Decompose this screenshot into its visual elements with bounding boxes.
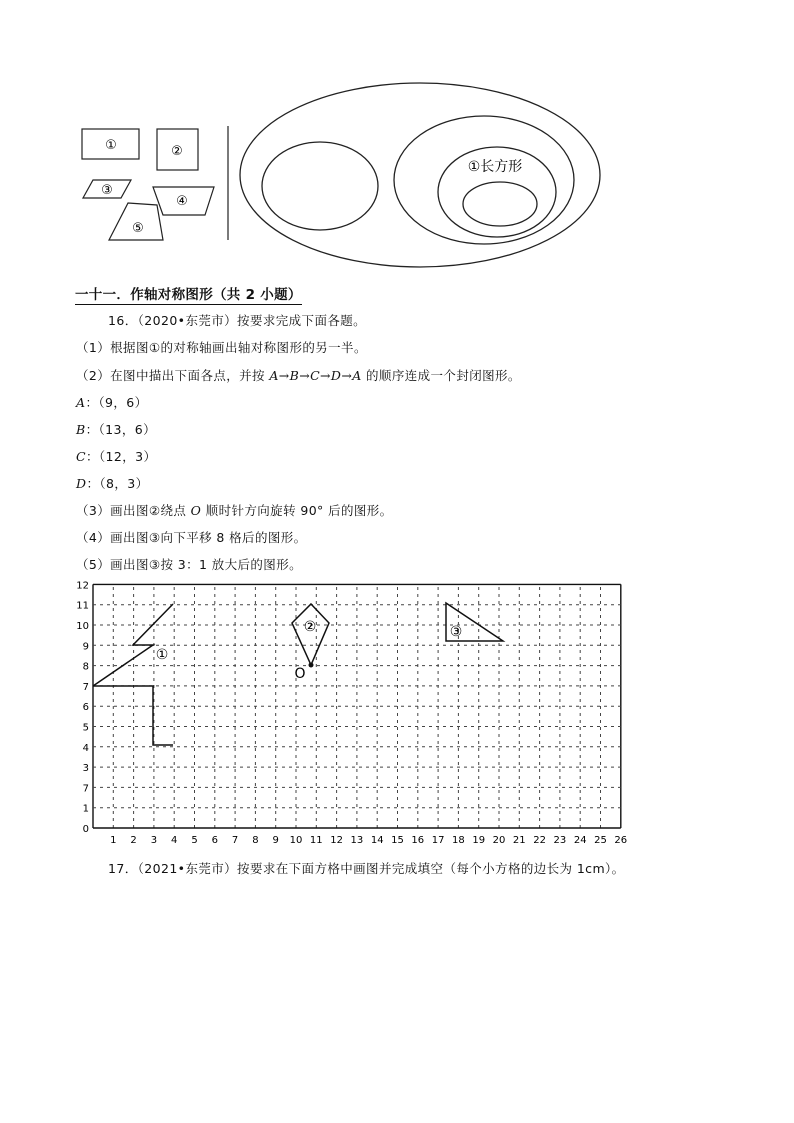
shape-4-label: ④ xyxy=(176,194,188,209)
x-tick-label: 9 xyxy=(272,835,279,846)
figure-1-half xyxy=(93,604,173,686)
x-tick-label: 11 xyxy=(309,835,323,846)
outer-ellipse xyxy=(240,83,600,267)
x-tick-label: 6 xyxy=(211,835,218,846)
shape-5-label: ⑤ xyxy=(132,221,144,236)
x-tick-label: 14 xyxy=(370,835,384,846)
y-tick-label: 8 xyxy=(82,661,89,673)
venn-figure xyxy=(0,70,794,280)
rectangle-label: ①长方形 xyxy=(467,159,523,175)
section-title: 一十一．作轴对称图形（共 2 小题） xyxy=(75,287,302,303)
q16-part2: （2）在图中描出下面各点，并按 A→B→C→D→A 的顺序连成一个封闭图形。 xyxy=(76,368,521,383)
y-tick-label: 12 xyxy=(76,580,89,592)
point-c: C：（12，3） xyxy=(76,449,157,464)
y-axis-labels xyxy=(76,580,89,835)
figure-1-axis xyxy=(93,686,173,745)
x-tick-label: 3 xyxy=(150,835,158,846)
x-tick-label: 21 xyxy=(512,835,526,846)
figure-2-label: ② xyxy=(303,619,317,635)
x-tick-label: 7 xyxy=(231,835,239,846)
shape-5 xyxy=(109,203,163,240)
x-tick-label: 10 xyxy=(289,835,303,846)
shape-3 xyxy=(83,180,131,198)
x-tick-label: 16 xyxy=(411,835,425,846)
innermost-ellipse xyxy=(463,182,537,226)
x-axis-labels xyxy=(110,835,627,846)
point-a: A：（9，6） xyxy=(76,395,148,410)
y-tick-label: 5 xyxy=(82,722,89,734)
y-tick-label: 3 xyxy=(82,763,89,775)
x-tick-label: 25 xyxy=(594,835,607,846)
figure-3-label: ③ xyxy=(449,624,463,640)
y-tick-label: 1 xyxy=(82,803,89,815)
x-tick-label: 5 xyxy=(191,835,198,846)
x-tick-label: 1 xyxy=(110,835,117,846)
q16-part4: （4）画出图③向下平移 8 格后的图形。 xyxy=(76,530,307,545)
shape-3-label: ③ xyxy=(101,183,113,198)
left-ellipse xyxy=(262,142,378,230)
y-tick-label: 0 xyxy=(82,824,89,835)
shape-1 xyxy=(82,129,139,159)
point-o-dot xyxy=(309,663,314,668)
x-tick-label: 22 xyxy=(533,835,546,846)
point-b: B：（13，6） xyxy=(76,422,157,437)
x-tick-label: 26 xyxy=(614,835,628,846)
shape-1-label: ① xyxy=(105,138,117,153)
x-tick-label: 4 xyxy=(171,835,178,846)
x-tick-label: 24 xyxy=(573,835,587,846)
point-o-label: O xyxy=(294,666,306,682)
right-ellipse xyxy=(394,116,574,244)
y-tick-label: 4 xyxy=(82,742,89,754)
x-tick-label: 19 xyxy=(472,835,486,846)
q17-text: 17．（2021•东莞市）按要求在下面方格中画图并完成填空（每个小方格的边长为 1cm）。 xyxy=(108,861,625,876)
point-d: D：（8，3） xyxy=(76,476,149,491)
x-tick-label: 8 xyxy=(252,835,259,846)
x-tick-label: 2 xyxy=(130,835,137,846)
y-tick-label: 7 xyxy=(82,681,89,693)
coordinate-grid xyxy=(0,575,794,850)
grid-lines xyxy=(93,584,621,828)
q16-intro: 16．（2020•东莞市）按要求完成下面各题。 xyxy=(108,313,367,328)
x-tick-label: 17 xyxy=(431,835,445,846)
figure-1-label: ① xyxy=(155,647,169,663)
shape-2-label: ② xyxy=(171,144,183,159)
y-tick-label: 6 xyxy=(82,702,89,714)
x-tick-label: 23 xyxy=(553,835,567,846)
y-tick-label: 7 xyxy=(82,783,89,795)
x-tick-label: 13 xyxy=(350,835,364,846)
shape-2 xyxy=(157,129,198,170)
x-tick-label: 15 xyxy=(391,835,404,846)
shape-4 xyxy=(153,187,214,215)
q16-part3: （3）画出图②绕点 O 顺时针方向旋转 90° 后的图形。 xyxy=(76,503,393,518)
x-tick-label: 12 xyxy=(330,835,343,846)
y-tick-label: 11 xyxy=(76,600,89,612)
q16-part1: （1）根据图①的对称轴画出轴对称图形的另一半。 xyxy=(76,340,367,355)
x-tick-label: 20 xyxy=(492,835,506,846)
y-tick-label: 10 xyxy=(76,621,89,632)
q16-part5: （5）画出图③按 3：1 放大后的图形。 xyxy=(76,557,303,572)
y-tick-label: 9 xyxy=(82,641,89,653)
x-tick-label: 18 xyxy=(452,835,465,846)
